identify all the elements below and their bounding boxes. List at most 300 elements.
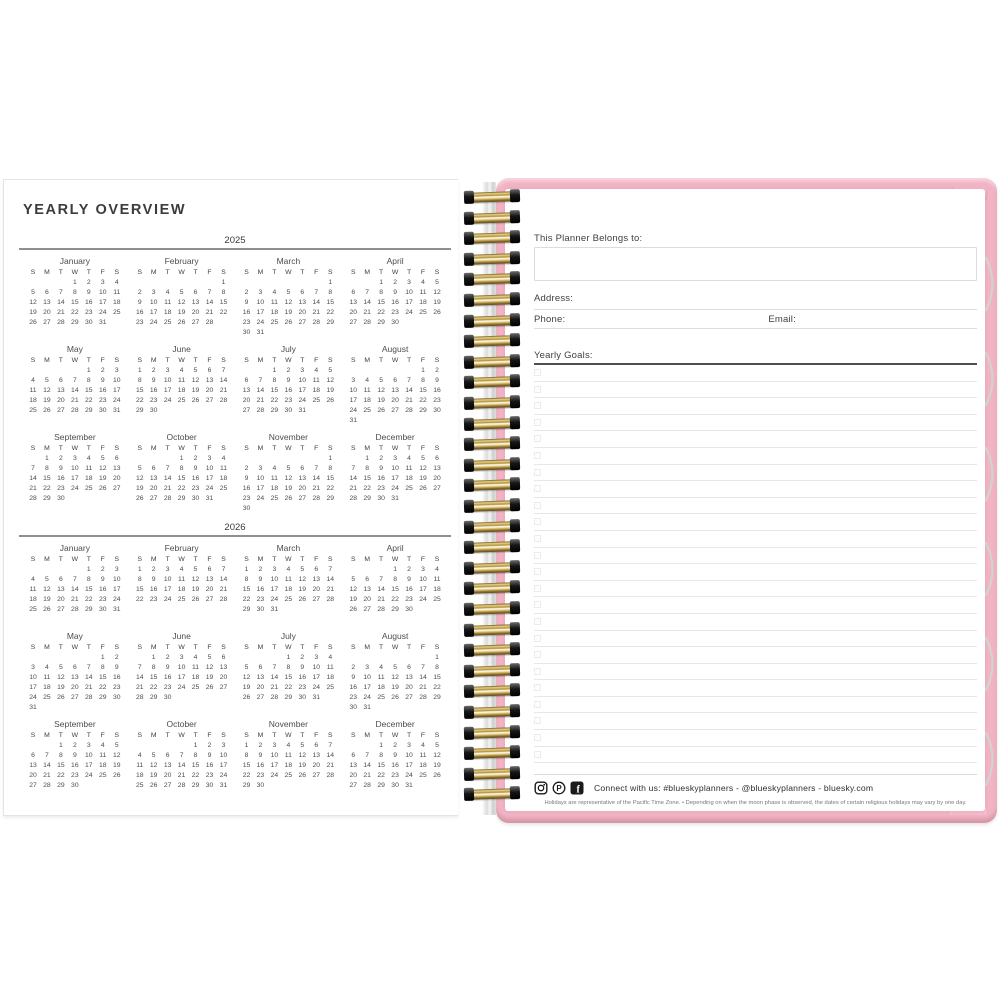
calendar-day: 30 <box>298 694 307 701</box>
calendar-day: 15 <box>377 299 385 306</box>
month-block <box>346 256 444 344</box>
holiday-disclaimer: Holidays are representative of the Pacific Time Zone. • Depending on when the moon phase is observed, the dates of certain religious holidays may vary by one day. <box>544 800 967 807</box>
calendar-day: 10 <box>391 465 399 472</box>
calendar-day: 14 <box>312 299 321 306</box>
calendar-day: 29 <box>177 495 186 502</box>
dow-header: T <box>406 445 412 452</box>
calendar-day: 30 <box>405 606 413 613</box>
calendar-day: 29 <box>85 606 93 613</box>
calendar-day: 8 <box>193 752 198 759</box>
goal-checkbox <box>534 518 541 525</box>
calendar-day <box>309 278 323 288</box>
calendar-day: 8 <box>379 289 384 296</box>
calendar-day <box>416 703 430 713</box>
calendar-day: 28 <box>219 397 228 404</box>
dow-header: T <box>58 556 63 563</box>
calendar-day: 31 <box>256 329 265 336</box>
calendar-day: 11 <box>419 289 427 296</box>
calendar-day: 31 <box>270 606 279 613</box>
dow-header: M <box>257 556 264 563</box>
calendar-day: 8 <box>72 289 77 296</box>
month-block <box>133 631 231 719</box>
calendar-day: 21 <box>135 684 144 691</box>
calendar-day <box>189 278 203 288</box>
dow-header: F <box>314 556 319 563</box>
binding-coil <box>466 685 518 697</box>
calendar-day: 9 <box>114 664 119 671</box>
calendar-day: 23 <box>71 772 79 779</box>
dow-header: T <box>165 269 170 276</box>
calendar-day: 20 <box>349 772 357 779</box>
dow-header: S <box>244 556 249 563</box>
calendar-day <box>240 366 254 376</box>
calendar-day <box>402 494 416 504</box>
dow-header: S <box>137 556 142 563</box>
dow-header: S <box>137 357 142 364</box>
dow-header: W <box>178 445 185 452</box>
calendar-day: 22 <box>419 397 427 404</box>
calendar-day: 11 <box>363 387 371 394</box>
calendar-day: 9 <box>393 289 397 296</box>
calendar-day: 23 <box>284 397 293 404</box>
calendar-day <box>295 328 309 338</box>
calendar-day: 12 <box>177 299 186 306</box>
calendar-day: 1 <box>244 566 249 573</box>
dow-header: W <box>285 445 292 452</box>
calendar-day: 16 <box>98 387 107 394</box>
calendar-day: 4 <box>435 566 439 573</box>
calendar-day: 5 <box>244 664 249 671</box>
calendar-day <box>253 504 267 514</box>
calendar-day: 9 <box>300 664 305 671</box>
calendar-day <box>295 278 309 288</box>
calendar-day: 22 <box>284 684 293 691</box>
calendar-day: 5 <box>58 664 63 671</box>
calendar-day <box>240 653 254 663</box>
calendar-day: 20 <box>57 397 65 404</box>
calendar-day: 22 <box>270 397 279 404</box>
calendar-day: 20 <box>298 309 307 316</box>
calendar-day <box>82 494 96 504</box>
calendar-day: 12 <box>284 299 293 306</box>
calendar-day: 25 <box>363 407 371 414</box>
calendar-day: 18 <box>377 684 385 691</box>
calendar-day: 21 <box>219 586 228 593</box>
goal-checkbox <box>534 552 541 559</box>
calendar-day: 28 <box>205 319 214 326</box>
dow-header: S <box>114 556 119 563</box>
calendar-day: 11 <box>99 752 107 759</box>
calendar-day: 31 <box>219 782 228 789</box>
calendar-day <box>309 605 323 615</box>
calendar-day: 3 <box>165 566 170 573</box>
calendar-day: 19 <box>205 674 214 681</box>
calendar-day <box>147 454 161 464</box>
month-calendar <box>240 643 338 703</box>
calendar-day: 12 <box>377 387 385 394</box>
month-name: July <box>280 344 296 354</box>
calendar-day: 2 <box>435 367 439 374</box>
month-block <box>26 344 124 432</box>
month-calendar <box>133 643 231 703</box>
calendar-day <box>416 494 430 504</box>
calendar-day <box>110 781 124 791</box>
calendar-day: 3 <box>258 289 263 296</box>
dow-header: W <box>391 732 399 739</box>
calendar-day: 22 <box>326 309 335 316</box>
dow-header: T <box>379 732 384 739</box>
calendar-day: 28 <box>219 596 228 603</box>
calendar-day: 15 <box>326 299 335 306</box>
dow-header: T <box>300 445 305 452</box>
month-name: January <box>59 256 90 266</box>
calendar-day <box>133 653 147 663</box>
calendar-day: 7 <box>221 566 226 573</box>
calendar-day <box>416 781 430 791</box>
dow-header: F <box>314 357 319 364</box>
calendar-day: 10 <box>298 377 307 384</box>
calendar-day <box>110 703 124 713</box>
calendar-day: 9 <box>435 377 439 384</box>
belongs-name-box <box>534 247 977 281</box>
year-rule <box>19 535 451 537</box>
calendar-day <box>96 703 110 713</box>
dow-header: W <box>285 357 292 364</box>
dow-header: T <box>193 556 198 563</box>
calendar-day: 31 <box>98 319 107 326</box>
calendar-day: 15 <box>191 762 200 769</box>
dow-header: T <box>300 269 305 276</box>
month-name: October <box>166 432 197 442</box>
calendar-day: 1 <box>58 742 63 749</box>
binding-coil <box>466 191 518 203</box>
calendar-day: 27 <box>256 694 265 701</box>
calendar-day: 15 <box>377 762 385 769</box>
calendar-day: 25 <box>163 319 172 326</box>
calendar-day: 19 <box>391 684 399 691</box>
calendar-day: 25 <box>177 596 186 603</box>
calendar-day: 3 <box>407 279 411 286</box>
calendar-day: 21 <box>85 684 93 691</box>
calendar-day: 13 <box>205 576 214 583</box>
calendar-day: 30 <box>57 495 65 502</box>
calendar-day: 7 <box>165 465 170 472</box>
calendar-day <box>374 703 388 713</box>
calendar-day: 15 <box>242 762 251 769</box>
calendar-day: 19 <box>191 387 200 394</box>
month-name: March <box>276 543 301 553</box>
calendar-day: 15 <box>242 586 251 593</box>
facebook-icon <box>570 781 584 795</box>
calendar-day: 27 <box>112 485 121 492</box>
goal-checkbox <box>534 751 541 758</box>
calendar-day: 23 <box>256 596 265 603</box>
dow-header: F <box>100 445 105 452</box>
calendar-day <box>68 565 82 575</box>
month-name: December <box>375 432 415 442</box>
calendar-day: 31 <box>112 407 121 414</box>
calendar-day: 16 <box>135 309 144 316</box>
calendar-day: 16 <box>405 586 413 593</box>
calendar-day: 5 <box>286 465 291 472</box>
month-block <box>346 719 444 807</box>
calendar-day: 25 <box>29 606 37 613</box>
calendar-day: 31 <box>391 495 399 502</box>
goal-checkbox <box>534 585 541 592</box>
calendar-day <box>281 504 295 514</box>
calendar-day: 31 <box>363 704 371 711</box>
calendar-day: 25 <box>270 495 279 502</box>
month-calendar <box>240 444 338 514</box>
dow-header: S <box>137 269 142 276</box>
calendar-day: 23 <box>433 397 441 404</box>
calendar-day: 21 <box>43 772 51 779</box>
dow-header: S <box>434 644 440 651</box>
calendar-day: 14 <box>419 674 427 681</box>
dow-header: W <box>391 445 399 452</box>
dow-header: T <box>406 556 412 563</box>
calendar-day: 14 <box>270 674 279 681</box>
calendar-day <box>175 278 189 288</box>
calendar-day: 1 <box>137 566 142 573</box>
calendar-day: 9 <box>100 576 105 583</box>
calendar-day: 28 <box>135 694 144 701</box>
calendar-day: 30 <box>433 407 441 414</box>
calendar-day <box>295 504 309 514</box>
calendar-day: 12 <box>57 674 65 681</box>
calendar-day: 14 <box>71 586 79 593</box>
calendar-day: 14 <box>349 475 357 482</box>
month-calendar <box>26 268 124 328</box>
calendar-day: 18 <box>219 475 228 482</box>
calendar-day: 2 <box>393 279 397 286</box>
month-block <box>240 631 338 719</box>
calendar-day <box>203 406 217 416</box>
calendar-day: 23 <box>149 596 158 603</box>
calendar-day <box>253 454 267 464</box>
calendar-day: 30 <box>391 782 399 789</box>
dow-header: S <box>434 357 440 364</box>
calendar-day: 15 <box>219 299 228 306</box>
calendar-day: 1 <box>379 742 384 749</box>
calendar-day: 30 <box>256 606 265 613</box>
binding-coil <box>466 603 518 615</box>
goal-checkbox <box>534 435 541 442</box>
calendar-day: 16 <box>71 762 79 769</box>
goal-line <box>534 498 977 515</box>
dow-header: M <box>150 556 157 563</box>
calendar-day: 17 <box>71 475 79 482</box>
calendar-day: 24 <box>405 772 413 779</box>
calendar-day: 13 <box>433 465 441 472</box>
calendar-day: 24 <box>219 772 228 779</box>
dow-header: F <box>314 732 319 739</box>
calendar-day: 5 <box>45 576 49 583</box>
calendar-day: 21 <box>256 397 265 404</box>
calendar-day: 22 <box>191 772 200 779</box>
goal-line <box>534 631 977 648</box>
month-calendar <box>133 356 231 416</box>
calendar-day: 27 <box>312 772 321 779</box>
dow-header: S <box>30 556 36 563</box>
calendar-day: 27 <box>391 407 399 414</box>
month-name: December <box>375 719 415 729</box>
calendar-day: 6 <box>193 289 198 296</box>
calendar-day: 28 <box>419 694 427 701</box>
calendar-day: 30 <box>242 329 251 336</box>
dow-header: S <box>137 644 142 651</box>
calendar-day: 2 <box>114 654 119 661</box>
calendar-day <box>216 494 230 504</box>
calendar-day: 22 <box>242 772 251 779</box>
month-calendar <box>240 356 338 416</box>
calendar-day: 28 <box>71 407 79 414</box>
calendar-day <box>309 406 323 416</box>
calendar-day: 17 <box>205 475 214 482</box>
calendar-day <box>360 416 374 426</box>
dow-header: T <box>86 556 91 563</box>
dow-header: W <box>178 357 185 364</box>
calendar-day: 14 <box>163 475 172 482</box>
binding-coil <box>466 665 518 677</box>
calendar-day: 10 <box>270 576 279 583</box>
dow-header: W <box>285 644 292 651</box>
calendar-day: 29 <box>270 407 279 414</box>
calendar-day: 21 <box>312 485 321 492</box>
dow-header: W <box>178 556 185 563</box>
goal-checkbox <box>534 535 541 542</box>
calendar-day: 26 <box>191 596 200 603</box>
calendar-day: 1 <box>421 367 425 374</box>
calendar-day: 9 <box>151 377 156 384</box>
calendar-day: 18 <box>270 309 279 316</box>
calendar-day: 10 <box>219 752 228 759</box>
calendar-day: 19 <box>98 475 107 482</box>
calendar-day: 16 <box>112 674 121 681</box>
dow-header: T <box>165 357 170 364</box>
calendar-day: 6 <box>351 289 356 296</box>
calendar-day: 16 <box>242 485 251 492</box>
goal-line <box>534 647 977 664</box>
calendar-day: 1 <box>435 654 439 661</box>
calendar-day <box>346 278 360 288</box>
months-grid <box>19 256 451 520</box>
calendar-day: 19 <box>43 596 51 603</box>
calendar-day: 21 <box>326 586 335 593</box>
calendar-day: 3 <box>272 742 277 749</box>
dow-header: S <box>350 445 356 452</box>
calendar-day: 25 <box>112 309 121 316</box>
calendar-day: 15 <box>419 387 427 394</box>
calendar-day <box>253 366 267 376</box>
calendar-day: 4 <box>286 742 291 749</box>
binding-coil <box>466 212 518 224</box>
calendar-day: 30 <box>391 319 399 326</box>
calendar-day <box>175 741 189 751</box>
calendar-day: 1 <box>379 279 384 286</box>
calendar-day: 5 <box>435 742 439 749</box>
calendar-day: 11 <box>164 299 172 306</box>
calendar-day <box>360 741 374 751</box>
binding-coil <box>466 418 518 430</box>
calendar-day: 27 <box>298 319 307 326</box>
calendar-day <box>323 328 337 338</box>
goal-checkbox <box>534 668 541 675</box>
calendar-day: 22 <box>326 485 335 492</box>
dow-header: T <box>300 556 305 563</box>
calendar-day: 17 <box>298 387 307 394</box>
calendar-day: 20 <box>363 596 371 603</box>
calendar-day: 27 <box>29 782 37 789</box>
calendar-day: 6 <box>58 576 63 583</box>
calendar-day: 11 <box>219 465 228 472</box>
calendar-day: 6 <box>207 367 212 374</box>
calendar-day: 30 <box>191 495 200 502</box>
binding-coil <box>466 479 518 491</box>
dow-header: S <box>30 357 36 364</box>
calendar-day: 15 <box>43 475 51 482</box>
calendar-day: 26 <box>191 397 200 404</box>
calendar-day: 11 <box>178 377 186 384</box>
calendar-day <box>68 703 82 713</box>
dow-header: M <box>44 357 50 364</box>
svg-text:P: P <box>556 784 562 794</box>
calendar-day: 13 <box>349 762 357 769</box>
dow-header: T <box>58 732 63 739</box>
calendar-day: 24 <box>298 397 307 404</box>
calendar-day <box>40 565 54 575</box>
calendar-day: 23 <box>405 596 413 603</box>
dow-header: T <box>86 269 91 276</box>
calendar-day <box>26 454 40 464</box>
month-calendar <box>133 555 231 605</box>
dow-header: M <box>257 644 264 651</box>
calendar-day: 28 <box>57 319 65 326</box>
calendar-day: 9 <box>407 576 411 583</box>
calendar-day: 3 <box>258 465 263 472</box>
calendar-day: 13 <box>349 299 357 306</box>
calendar-day: 19 <box>135 485 144 492</box>
calendar-day <box>216 693 230 703</box>
calendar-day <box>82 781 96 791</box>
calendar-day: 9 <box>258 752 263 759</box>
calendar-day: 10 <box>29 674 37 681</box>
calendar-day: 4 <box>86 455 91 462</box>
calendar-day <box>430 605 444 615</box>
calendar-day: 5 <box>31 289 35 296</box>
calendar-day <box>416 318 430 328</box>
calendar-day <box>402 366 416 376</box>
page-curl <box>986 733 993 785</box>
calendar-day: 23 <box>135 319 144 326</box>
binding-coil <box>466 768 518 780</box>
calendar-day: 31 <box>29 704 37 711</box>
calendar-day: 18 <box>284 762 293 769</box>
calendar-day: 22 <box>363 485 371 492</box>
calendar-day <box>309 328 323 338</box>
dow-header: T <box>165 445 170 452</box>
calendar-day <box>40 366 54 376</box>
calendar-day: 11 <box>29 387 37 394</box>
calendar-day: 13 <box>112 465 121 472</box>
calendar-day: 13 <box>57 387 65 394</box>
calendar-day: 30 <box>71 782 79 789</box>
dow-header: W <box>285 269 292 276</box>
calendar-day: 16 <box>85 299 93 306</box>
calendar-day <box>281 605 295 615</box>
calendar-day: 24 <box>391 485 399 492</box>
calendar-day: 6 <box>221 654 226 661</box>
